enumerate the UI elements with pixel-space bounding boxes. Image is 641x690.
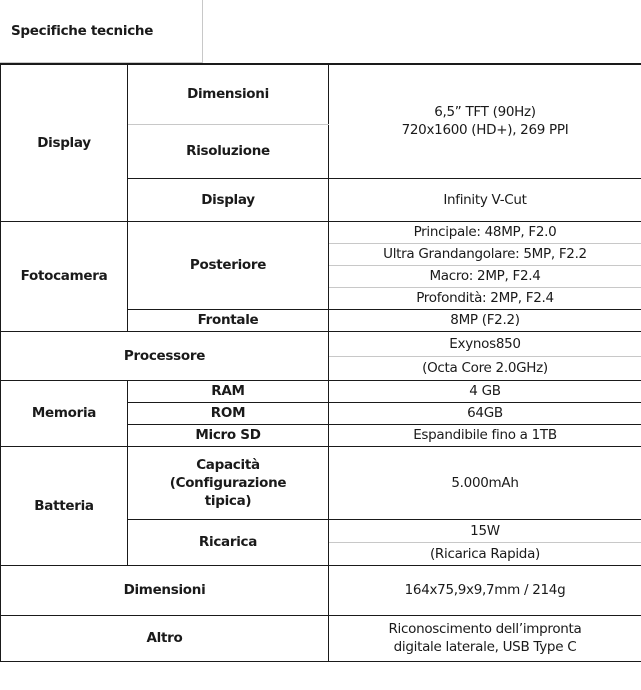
- table-row: [1, 221, 641, 243]
- memoria-ram-value: 4 GB: [329, 380, 641, 402]
- display-type-value: Infinity V-Cut: [329, 178, 641, 221]
- altro-value: Riconoscimento dell’impronta digitale laterale, USB Type C: [329, 615, 641, 661]
- fotocamera-rear-item: Principale: 48MP, F2.0: [329, 221, 641, 243]
- processore-value-1: Exynos850: [329, 331, 641, 356]
- dimensioni-value: 164x75,9x9,7mm / 214g: [329, 565, 641, 615]
- processore-label: Processore: [1, 331, 329, 380]
- table-row: [1, 380, 641, 402]
- fotocamera-frontale-value: 8MP (F2.2): [329, 309, 641, 331]
- fotocamera-rear-item: Ultra Grandangolare: 5MP, F2.2: [329, 243, 641, 265]
- memoria-rom-value: 64GB: [329, 402, 641, 424]
- spec-title: Specifiche tecniche: [0, 0, 203, 63]
- batteria-ricarica-value-2: (Ricarica Rapida): [329, 542, 641, 565]
- batteria-capacita-value: 5.000mAh: [329, 446, 641, 519]
- fotocamera-rear-item: Macro: 2MP, F2.4: [329, 265, 641, 287]
- table-row: [1, 331, 641, 356]
- spec-table: [0, 63, 641, 662]
- table-row: [1, 615, 641, 661]
- batteria-capacita-label: Capacità (Configurazione tipica): [128, 446, 329, 519]
- memoria-rom-label: ROM: [128, 402, 329, 424]
- batteria-ricarica-label: Ricarica: [128, 519, 329, 565]
- altro-label: Altro: [1, 615, 329, 661]
- fotocamera-frontale-label: Frontale: [128, 309, 329, 331]
- batteria-label: Batteria: [1, 446, 128, 565]
- display-type-label: Display: [128, 178, 329, 221]
- display-dimensioni-label: Dimensioni: [128, 64, 329, 124]
- memoria-microsd-label: Micro SD: [128, 424, 329, 446]
- processore-value-2: (Octa Core 2.0GHz): [329, 356, 641, 380]
- display-label: Display: [1, 64, 128, 221]
- fotocamera-posteriore-label: Posteriore: [128, 221, 329, 309]
- batteria-ricarica-value-1: 15W: [329, 519, 641, 542]
- table-row: [1, 446, 641, 519]
- display-dimensioni-value: 6,5” TFT (90Hz) 720x1600 (HD+), 269 PPI: [329, 64, 641, 178]
- display-risoluzione-label: Risoluzione: [128, 124, 329, 178]
- spec-header: [0, 0, 641, 63]
- table-row: [1, 565, 641, 615]
- memoria-microsd-value: Espandibile fino a 1TB: [329, 424, 641, 446]
- memoria-label: Memoria: [1, 380, 128, 446]
- dimensioni-label: Dimensioni: [1, 565, 329, 615]
- table-row: [1, 64, 641, 124]
- fotocamera-label: Fotocamera: [1, 221, 128, 331]
- memoria-ram-label: RAM: [128, 380, 329, 402]
- fotocamera-rear-item: Profondità: 2MP, F2.4: [329, 287, 641, 309]
